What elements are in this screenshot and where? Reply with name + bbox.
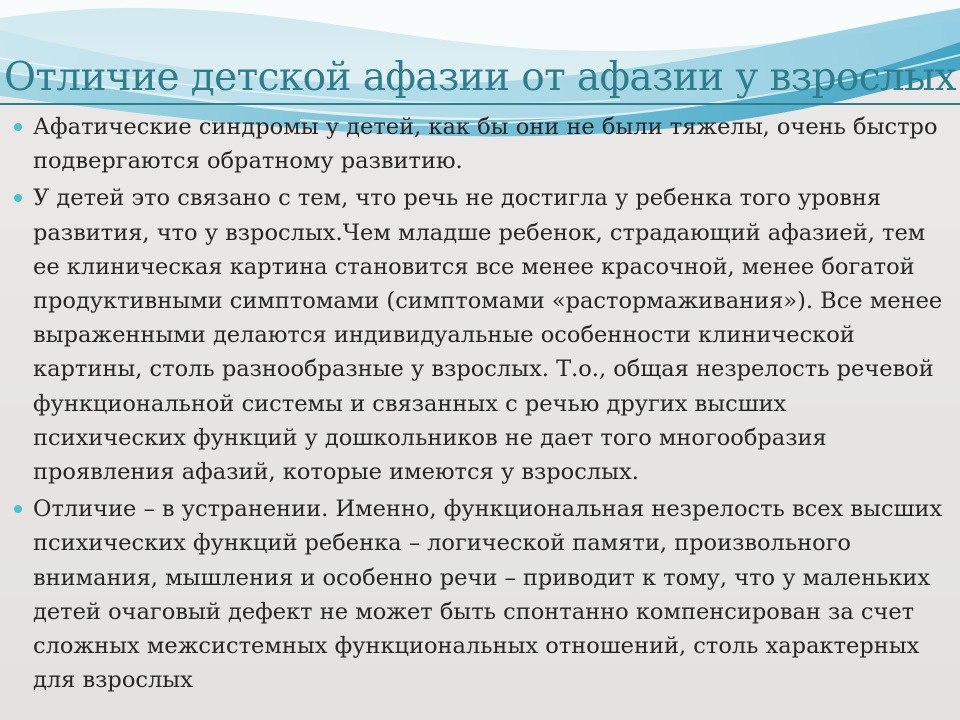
bullet-dot-icon — [14, 505, 22, 513]
bullet-dot-icon — [14, 123, 22, 131]
bullet-text: Отличие – в устранении. Именно, функциональная незрелость всех высших психических функций ребенка – логической памяти, произвольного внимания, мышления и особенно речи – приводит к тому, что у маленьких детей очаговый дефект не может быть спонтанно компенсирован за счет сложных межсистемных функциональных отношений, столь характерных для взрослых — [33, 496, 943, 694]
bullet-text: Афатические синдромы у детей, как бы они не были тяжелы, очень быстро подвергаются обратному развитию. — [33, 114, 938, 175]
slide-title: Отличие детской афазии от афазии у взрослых — [3, 55, 957, 100]
bullet-dot-icon — [14, 194, 22, 202]
bullet-text: У детей это связано с тем, что речь не достигла у ребенка того уровня развития, что у взрослых.Чем младше ребенок, страдающий афазией, тем ее клиническая картина становится все менее красочной, менее богатой продуктивными симптомами (симптомами «растормаживания»). Все менее выраженными делаются индивидуальные особенности клинической картины, столь разнообразные у взрослых. Т.о., общая незрелость речевой функциональной системы и связанных с речью других высших психических функций у дошкольников не дает того многообразия проявления афазий, которые имеются у взрослых. — [33, 185, 943, 486]
title-underline — [0, 103, 960, 105]
bullet-list — [14, 110, 944, 700]
bullet-item — [14, 492, 944, 697]
bullet-item — [14, 181, 944, 489]
bullet-item — [14, 110, 944, 178]
